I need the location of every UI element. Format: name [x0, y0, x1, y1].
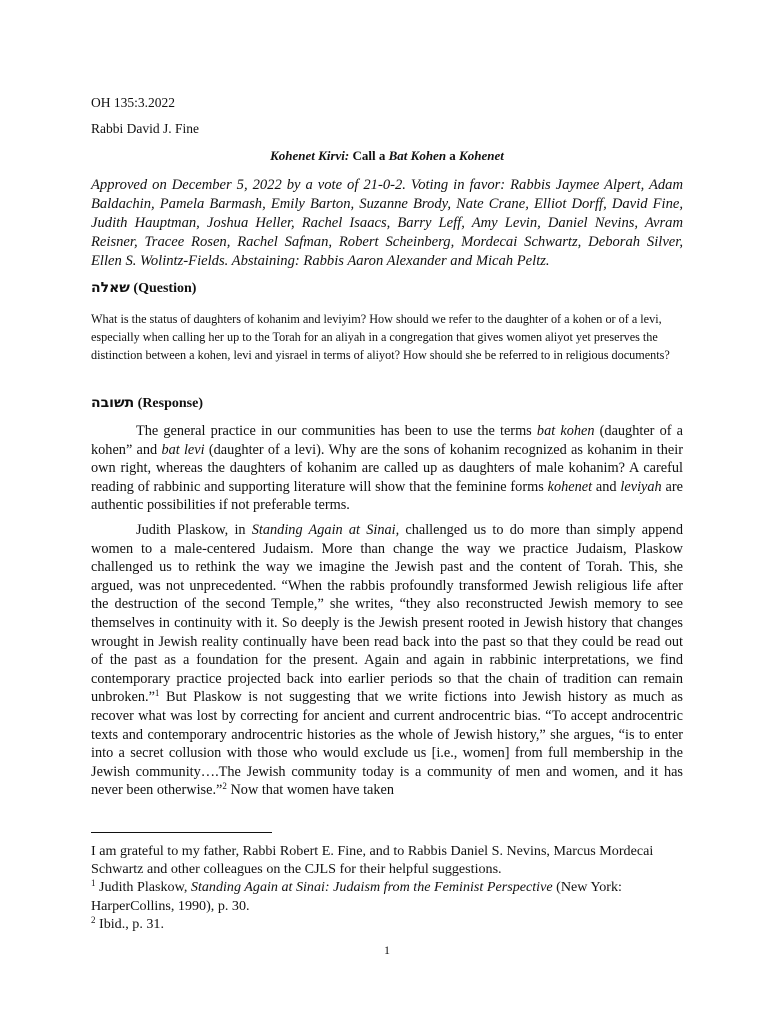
footnote-1: [91, 878, 683, 914]
term-kohenet: kohenet: [547, 478, 593, 495]
footnote-2: [91, 915, 683, 933]
page-number: 1: [384, 943, 390, 957]
title-kohenet: Kohenet: [459, 148, 504, 163]
question-label: (Question): [133, 281, 197, 296]
author-line: Rabbi David J. Fine: [91, 121, 199, 136]
term-bat-levi: bat levi: [161, 441, 205, 458]
question-hebrew: שאלה: [91, 280, 130, 296]
term-leviyah: leviyah: [620, 478, 662, 495]
title-bat-kohen: Bat Kohen: [388, 148, 447, 163]
response-paragraph-1: [91, 422, 683, 515]
response-hebrew: תשובה: [91, 395, 135, 411]
term-bat-kohen: bat kohen: [536, 423, 595, 439]
response-heading: [91, 395, 203, 412]
text: Now that women have taken: [226, 782, 395, 799]
text: and: [592, 478, 621, 495]
footnote-number: 2: [91, 914, 96, 925]
footnote-acknowledgement: I am grateful to my father, Rabbi Robert E. Fine, and to Rabbis Daniel S. Nevins, Marcus Mordecai Schwartz and other colleagues on the CJLS for their helpful suggestions.: [91, 843, 654, 878]
question-heading: [91, 280, 196, 297]
book-title: Standing Again at Sinai: Judaism from the Feminist Perspective: [190, 879, 553, 896]
footnote-ref-1[interactable]: 1: [154, 688, 160, 699]
text: Judith Plaskow,: [95, 879, 191, 896]
text: Ibid., p. 31.: [95, 915, 165, 932]
document-title: [91, 148, 683, 164]
footnotes: [91, 842, 683, 933]
text: The general practice in our communities has been to use the terms: [136, 423, 537, 439]
question-body: What is the status of daughters of kohanim and leviyim? How should we refer to the daughter of a kohen or of a levi, especially when calling her up to the Torah for an aliyah in a congregation that gives women aliyot yet preserves the distinction between a kohen, levi and yisrael in terms of aliyot? How should she be referred to in religious documents?: [91, 312, 670, 362]
text: Judith Plaskow, in: [136, 521, 252, 538]
footnote-number: 1: [91, 878, 96, 889]
title-kohenet-kirvi: Kohenet Kirvi:: [270, 148, 350, 163]
text: (daughter of a kohen” and: [91, 423, 684, 458]
title-text: Call a: [349, 148, 389, 163]
footnote-divider: [91, 832, 272, 833]
approval-note: Approved on December 5, 2022 by a vote of 21-0-2. Voting in favor: Rabbis Jaymee Alpert, Adam Baldachin, Pamela Barmash, Emily Barton, Suzanne Brody, Nate Crane, Elliot Dorff, David Fine, Judith Hauptman, Joshua Heller, Rachel Isaacs, Barry Leff, Amy Levin, Daniel Nevins, Avram Reisner, Tracee Rosen, Rachel Safman, Robert Scheinberg, Mordecai Schwartz, Deborah Silver, Ellen S. Wolintz-Fields. Abstaining: Rabbis Aaron Alexander and Micah Peltz.: [91, 177, 683, 269]
footnote-ref-2[interactable]: 2: [222, 781, 227, 792]
text: (daughter of a levi). Why are the sons of kohanim recognized as kohanim in their own right, whereas the daughters of kohanim are called up as daughters of male kohanim? A careful reading of rabbinic and supporting literature will show that the feminine forms: [91, 441, 684, 495]
response-body: [91, 422, 683, 806]
text: challenged us to do more than simply append women to a male-centered Judaism. More than change the way we practice Judaism, Plaskow challenged us to rethink the way we imagine the Jewish past and the content of Torah. This, she argued, was not unprecedented. “When the rabbis profoundly transformed Jewish religious life after the destruction of the second Temple,” she writes, “they also reconstructed Jewish memory to see themselves in continuity with it. So deeply is the Jewish present rooted in Jewish history that changes wrought in Jewish reality continually have been read back into the past so that they could be read out of the past as a foundation for the present. Again and again in rabbinic interpretations, we find contemporary practice projected back into earlier periods so that the chain of tradition can remain unbroken.”: [91, 521, 683, 706]
response-paragraph-2: [91, 521, 683, 800]
title-text: a: [446, 148, 460, 163]
text: (New York: HarperCollins, 1990), p. 30.: [91, 879, 622, 914]
text: are authentic possibilities if not preferable terms.: [91, 478, 683, 514]
book-title: Standing Again at Sinai,: [251, 521, 400, 538]
text: But Plaskow is not suggesting that we write fictions into Jewish history as much as recover what was lost by correcting for ancient and current androcentric bias. “To accept androcentric texts and contemporary androcentric histories as the whole of Jewish history,” she argues, “is to enter into a secret collusion with those who would exclude us [i.e., women] from full membership in the Jewish community….The Jewish community today is a community of men and women, and it has never been otherwise.”: [91, 689, 683, 799]
document-id: OH 135:3.2022: [91, 95, 175, 110]
response-label: (Response): [137, 396, 203, 411]
